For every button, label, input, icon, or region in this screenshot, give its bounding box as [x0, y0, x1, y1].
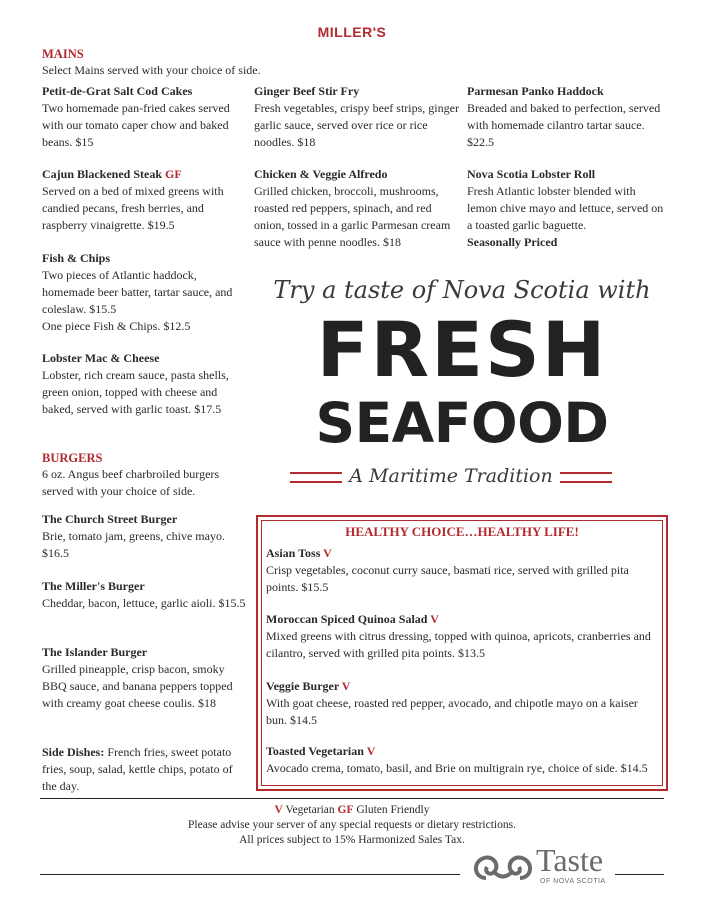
healthy-item-asian-toss: [266, 545, 660, 596]
promo-rule-left: [290, 472, 342, 483]
burger-millers: [42, 578, 247, 612]
item-desc: Fresh vegetables, crispy beef strips, ginger garlic sauce, served over rice or rice noodles. $18: [254, 101, 459, 149]
footer-rule-bottom-left: [40, 874, 460, 875]
restaurant-title: MILLER'S: [317, 24, 387, 40]
item-desc: Two pieces of Atlantic haddock, homemade beer batter, tartar sauce, and coleslaw. $15.5: [42, 268, 233, 316]
legend-gf-text: Gluten Friendly: [353, 804, 430, 816]
item-desc: Cheddar, bacon, lettuce, garlic aioli. $15.5: [42, 596, 246, 610]
item-desc: Breaded and baked to perfection, served with homemade cilantro tartar sauce. $22.5: [467, 101, 661, 149]
item-name: Toasted Vegetarian: [266, 744, 364, 758]
healthy-item-veggie-burger: [266, 678, 660, 729]
item-name: The Islander Burger: [42, 645, 148, 659]
item-name: Chicken & Veggie Alfredo: [254, 167, 388, 181]
v-tag: V: [430, 612, 439, 626]
item-name: The Miller's Burger: [42, 579, 145, 593]
item-name: Fish & Chips: [42, 251, 111, 265]
menu-item-salt-cod-cakes: [42, 83, 247, 151]
taste-of-nova-scotia-logo: [470, 842, 606, 891]
v-tag: V: [323, 546, 332, 560]
item-name: Petit-de-Grat Salt Cod Cakes: [42, 84, 193, 98]
promo-subtitle: A Maritime Tradition: [349, 465, 553, 487]
item-desc: Mixed greens with citrus dressing, topped with quinoa, apricots, cranberries and cilantro, served with grilled pita points. $13.5: [266, 629, 651, 660]
item-desc: Fresh Atlantic lobster blended with lemon chive mayo and lettuce, served on a toasted garlic baguette.: [467, 184, 664, 232]
item-name: Asian Toss: [266, 546, 321, 560]
burgers-heading: BURGERS: [42, 451, 103, 465]
side-dishes: [42, 744, 247, 795]
burger-islander: [42, 644, 247, 712]
logo-name: Taste: [536, 842, 604, 878]
legend-v-text: Vegetarian: [282, 804, 338, 816]
burger-church-street: [42, 511, 247, 562]
promo-tagline: Try a taste of Nova Scotia with: [273, 276, 651, 304]
mains-heading: MAINS: [42, 47, 84, 61]
logo-sub: OF NOVA SCOTIA: [540, 878, 606, 885]
burgers-intro: 6 oz. Angus beef charbroiled burgers served with your choice of side.: [42, 467, 220, 498]
item-name: The Church Street Burger: [42, 512, 178, 526]
item-name: Cajun Blackened Steak: [42, 167, 163, 181]
item-desc: Grilled chicken, broccoli, mushrooms, roasted red peppers, spinach, and red onion, tossed in a garlic Parmesan cream sauce with penne noodles. $18: [254, 184, 451, 249]
taste-swirl-icon: [470, 848, 536, 886]
dietary-legend: [0, 803, 704, 818]
special-requests-note: Please advise your server of any special requests or dietary restrictions.: [188, 819, 516, 831]
v-tag: V: [341, 679, 351, 693]
item-desc: Crisp vegetables, coconut curry sauce, basmati rice, served with grilled pita points. $15.5: [266, 563, 629, 594]
item-desc: With goat cheese, roasted red pepper, avocado, and chipotle mayo on a kaiser bun. $14.5: [266, 696, 638, 727]
side-dishes-text: French fries, sweet potato fries, soup, salad, kettle chips, potato of the day.: [42, 745, 233, 793]
item-name: Parmesan Panko Haddock: [467, 84, 604, 98]
item-name: Veggie Burger: [266, 679, 339, 693]
item-desc-alt: One piece Fish & Chips. $12.5: [42, 319, 191, 333]
menu-item-panko-haddock: [467, 83, 667, 151]
mains-intro: Select Mains served with your choice of side.: [42, 63, 261, 77]
v-tag: V: [366, 744, 376, 758]
menu-item-alfredo: [254, 166, 459, 251]
item-desc: Served on a bed of mixed greens with candied pecans, fresh berries, and raspberry vinaigrette. $19.5: [42, 184, 224, 232]
menu-item-lobster-mac: [42, 350, 247, 418]
item-name: Lobster Mac & Cheese: [42, 351, 160, 365]
promo-rule-right: [560, 472, 612, 483]
menu-item-ginger-beef: [254, 83, 459, 151]
item-name: Moroccan Spiced Quinoa Salad: [266, 612, 428, 626]
item-name: Nova Scotia Lobster Roll: [467, 167, 596, 181]
item-desc: Brie, tomato jam, greens, chive mayo. $16.5: [42, 529, 225, 560]
healthy-item-quinoa-salad: [266, 611, 660, 662]
item-desc: Lobster, rich cream sauce, pasta shells, green onion, topped with cheese and baked, served with garlic toast. $17.5: [42, 368, 229, 416]
legend-gf: GF: [337, 804, 354, 816]
side-dishes-label: Side Dishes:: [42, 745, 105, 759]
item-desc: Grilled pineapple, crisp bacon, smoky BBQ sauce, and banana peppers topped with creamy goat cheese coulis. $18: [42, 662, 233, 710]
legend-v: V: [274, 804, 283, 816]
gf-tag: GF: [165, 167, 182, 181]
menu-item-cajun-steak: [42, 166, 247, 234]
promo-fresh: FRESH: [316, 305, 608, 394]
item-desc: Avocado crema, tomato, basil, and Brie on multigrain rye, choice of side. $14.5: [266, 761, 648, 775]
item-desc: Two homemade pan-fried cakes served with our tomato caper chow and baked beans. $15: [42, 101, 230, 149]
item-name: Ginger Beef Stir Fry: [254, 84, 360, 98]
menu-item-lobster-roll: [467, 166, 667, 251]
seasonal-price: Seasonally Priced: [467, 235, 558, 249]
menu-item-fish-chips: [42, 250, 247, 335]
healthy-title: HEALTHY CHOICE…HEALTHY LIFE!: [345, 524, 579, 539]
healthy-item-toasted-vegetarian: [266, 743, 660, 777]
footer-rule-top: [40, 798, 664, 799]
tax-note: All prices subject to 15% Harmonized Sales Tax.: [239, 834, 465, 846]
footer-rule-bottom-right: [615, 874, 664, 875]
promo-seafood: SEAFOOD: [315, 391, 609, 455]
